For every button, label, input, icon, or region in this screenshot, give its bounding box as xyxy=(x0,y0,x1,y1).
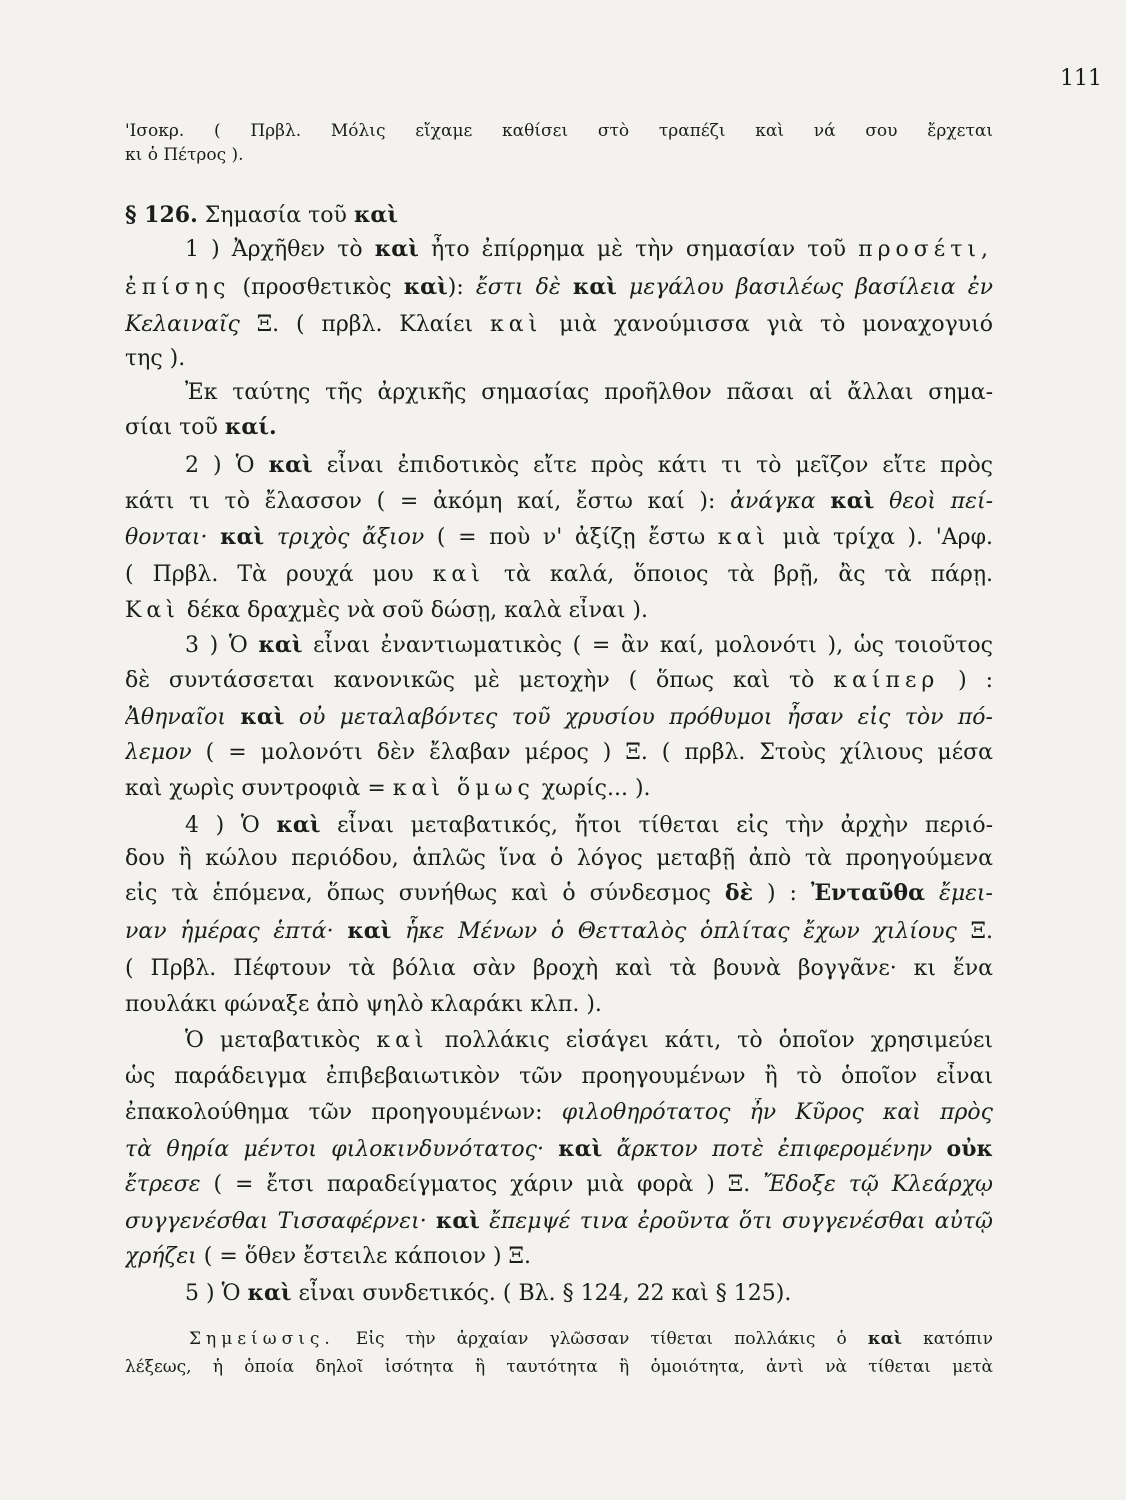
section-number: § 126. xyxy=(125,202,198,228)
book-page: 111 'Ισοκρ. ( Πρβλ. Μόλις εἴχαμε καθίσει στὸ τραπέζι καὶ νά σου ἔρχεται κι ὁ Πέτρος ). § 126. Σημασία τοῦ καὶ 1 ) Ἀρχῆθεν τὸ καὶ ἦτο ἐπίρρημα μὲ τὴν σημασίαν τοῦ προσέτι, ἐπίσης (προσθετικὸς καὶ): ἔστι δὲ καὶ μεγάλου βασιλέως βασίλεια ἐν Κελαιναῖς Ξ. ( πρβλ. Κλαίει καὶ μιὰ χανούμισσα γιὰ τὸ μοναχογυιό της ). Ἐκ ταύτης τῆς ἀρχικῆς σημασίας προῆλθον πᾶσαι αἱ ἄλλαι σημα- σίαι τοῦ καί. 2 ) Ὁ καὶ εἶναι ἐπιδοτικὸς εἴτε πρὸς κάτι τι τὸ μεῖζον εἴτε πρὸς κάτι τι τὸ ἔλασσον ( = ἀκόμη καί, ἔστω καί ): ἀνάγκα καὶ θεοὶ πεί- θονται· καὶ τριχὸς ἄξιον ( = ποὺ ν' ἀξίζῃ ἔστω καὶ μιὰ τρίχα ). 'Αρφ. ( Πρβλ. Τὰ ρουχά μου καὶ τὰ καλά, ὅποιος τὰ βρῇ, ἂς τὰ πάρῃ. Καὶ δέκα δραχμὲς νὰ σοῦ δώσῃ, καλὰ εἶναι ). 3 ) Ὁ καὶ εἶναι ἐναντιωματικὸς ( = ἂν καί, μολονότι ), ὡς τοιοῦτος δὲ συντάσσεται κανονικῶς μὲ μετοχὴν ( ὅπως καὶ τὸ καίπερ ) : Ἀθηναῖοι καὶ οὐ μεταλαβόντες τοῦ χρυσίου πρόθυμοι ἦσαν εἰς τὸν πό- λεμον ( = μολονότι δὲν ἔλαβαν μέρος ) Ξ. ( πρβλ. Στοὺς χίλιους μέσα καὶ χωρὶς συντροφιὰ = καὶ ὅμως χωρίς... ). 4 ) Ὁ καὶ εἶναι μεταβατικός, ἤτοι τίθεται εἰς τὴν ἀρχὴν περιό- δου ἢ κώλου περιόδου, ἁπλῶς ἵνα ὁ λόγος μεταβῇ ἀπὸ τὰ προηγούμενα εἰς τὰ ἑπόμενα, ὅπως συνήθως καὶ ὁ σύνδεσμος δὲ ) : Ἐνταῦθα ἔμει- ναν ἡμέρας ἑπτά· καὶ ἧκε Μένων ὁ Θετταλὸς ὁπλίτας ἔχων χιλίους Ξ. ( Πρβλ. Πέφτουν τὰ βόλια σὰν βροχὴ καὶ τὰ βουνὰ βογγᾶνε· κι ἕνα πουλάκι φώναξε ἀπὸ ψηλὸ κλαράκι κλπ. ). Ὁ μεταβατικὸς καὶ πολλάκις εἰσάγει κάτι, τὸ ὁποῖον χρησιμεύει ὡς παράδειγμα ἐπιβεβαιωτικὸν τῶν προηγουμένων ἢ τὸ ὁποῖον εἶναι ἐπακολούθημα τῶν προηγουμένων: φιλοθηρότατος ἦν Κῦρος καὶ πρὸς τὰ θηρία μέντοι φιλοκινδυνότατος· καὶ ἄρκτον ποτὲ ἐπιφερομένην οὐκ ἔτρεσε ( = ἔτσι παραδείγματος χάριν μιὰ φορὰ ) Ξ. Ἔδοξε τῷ Κλεάρχῳ συγγενέσθαι Τισσαφέρνει· καὶ ἔπεμψέ τινα ἐροῦντα ὅτι συγγενέσθαι αὐτῷ χρήζει ( = ὅθεν ἔστειλε κάποιον ) Ξ. 5 ) Ὁ καὶ εἶναι συνδετικός. ( Βλ. § 124, 22 καὶ § 125). Σημείωσις. Εἰς τὴν ἀρχαίαν γλῶσσαν τίθεται πολλάκις ὁ καὶ κατόπιν λέξεως, ἡ ὁποία δηλοῖ ἰσότητα ἢ ταυτότητα ἢ ὁμοιότητα, ἀντὶ νὰ τίθεται μετὰ xyxy=(0,0,1126,1500)
text-line: κι ὁ Πέτρος ). xyxy=(125,145,244,165)
text-line: 'Ισοκρ. ( Πρβλ. Μόλις εἴχαμε καθίσει στὸ τραπέζι καὶ νά σου ἔρχεται xyxy=(125,121,993,141)
page-number: 111 xyxy=(1060,66,1102,91)
section-title: Σημασία τοῦ xyxy=(204,203,347,228)
